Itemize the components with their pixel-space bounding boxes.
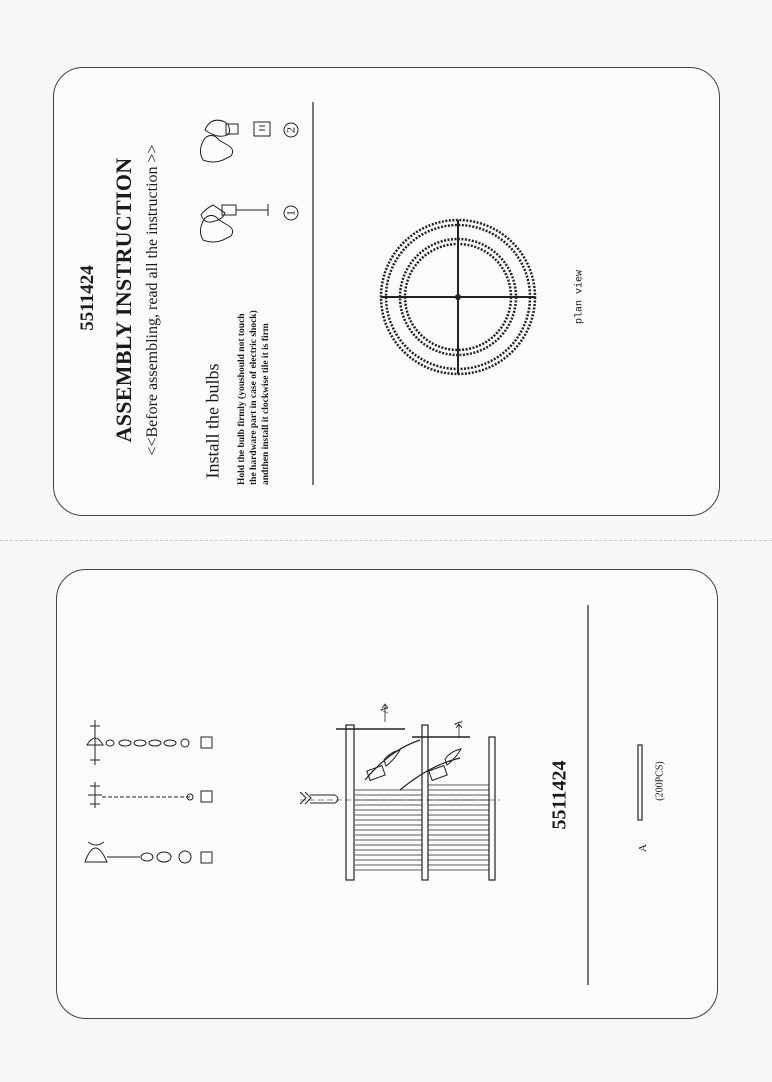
install-bulbs-text: Hold the bulb firmly (youshould not touch the hardware part in case of electric shock) andthen install it clockwise tile it is firm bbox=[237, 310, 271, 485]
step-number-1: 1 bbox=[283, 210, 298, 216]
install-bulbs-heading: Install the bulbs bbox=[202, 363, 223, 479]
model-number-top: 5511424 bbox=[77, 265, 98, 331]
step-number-2: 2 bbox=[283, 127, 298, 133]
checkbox-option-3 bbox=[201, 852, 212, 863]
model-number-bottom: 5511424 bbox=[548, 760, 571, 830]
checkbox-option-1 bbox=[201, 737, 212, 748]
plan-view-label: plan view bbox=[574, 269, 586, 325]
assembly-title: ASSEMBLY INSTRUCTION bbox=[111, 157, 136, 443]
fixture-elevation-diagram bbox=[300, 704, 500, 880]
chain-option-1 bbox=[87, 720, 212, 765]
part-a-quantity: (200PCS) bbox=[654, 761, 666, 801]
assembly-subtitle: <<Before assembling, read all the instruction >> bbox=[144, 144, 161, 456]
arrow-label-a-2: A bbox=[453, 720, 465, 728]
chain-option-3 bbox=[85, 842, 212, 863]
arrow-label-a-1: A bbox=[379, 706, 391, 714]
part-a-rod bbox=[638, 745, 642, 820]
checkbox-option-2 bbox=[201, 791, 212, 802]
chain-option-2 bbox=[88, 782, 212, 808]
part-a-label: A bbox=[637, 844, 649, 852]
